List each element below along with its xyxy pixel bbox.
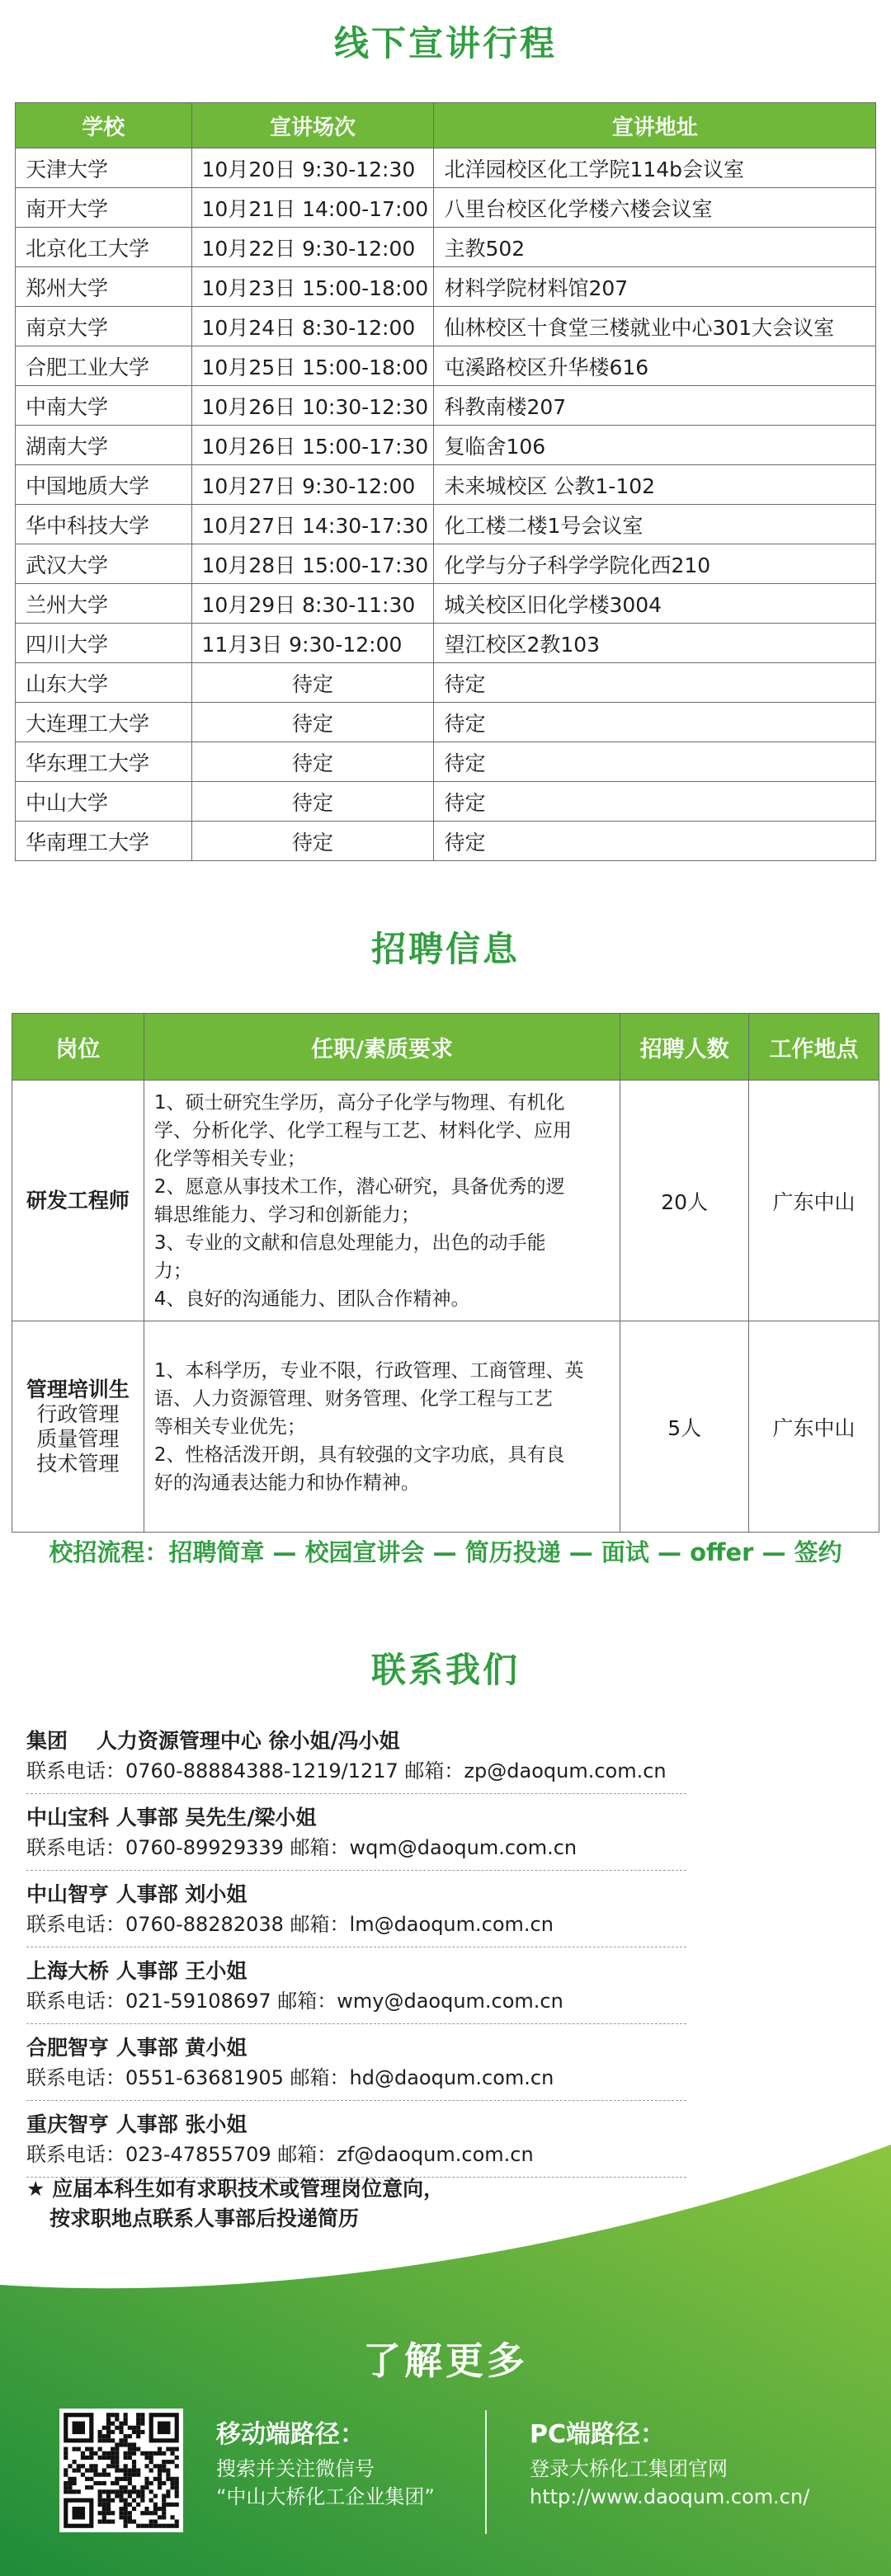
recruit-header-position: 岗位: [12, 1014, 144, 1081]
schedule-address: 主教502: [434, 228, 876, 267]
count-cell: 20人: [620, 1081, 749, 1321]
schedule-row: [16, 307, 876, 346]
schedule-header-row: [16, 103, 876, 148]
mobile-path-heading: 移动端路径：: [216, 2420, 365, 2449]
recruit-header-count: 招聘人数: [620, 1014, 749, 1081]
requirements-cell: [144, 1321, 620, 1533]
schedule-address: 仙林校区十食堂三楼就业中心301大会议室: [434, 307, 876, 346]
location-cell: 广东中山: [749, 1321, 879, 1533]
mobile-path-line: “中山大桥化工企业集团”: [216, 2485, 435, 2508]
mobile-path: [216, 2414, 435, 2511]
schedule-session: 待定: [191, 742, 434, 782]
position-name: 研发工程师: [26, 1188, 130, 1213]
schedule-school: 中国地质大学: [16, 465, 192, 505]
schedule-body: [16, 148, 876, 861]
schedule-address: 望江校区2教103: [434, 624, 876, 663]
position-name: 管理培训生: [26, 1377, 130, 1401]
contact-entry: [26, 1722, 686, 1794]
schedule-school: 郑州大学: [16, 267, 192, 307]
schedule-address: 化学与分子科学学院化西210: [434, 544, 876, 584]
footer-divider: [485, 2410, 487, 2534]
contact-name: 中山智亨 人事部 刘小姐: [26, 1882, 248, 1906]
schedule-session: 10月20日 9:30-12:30: [191, 148, 434, 188]
recruit-row: [12, 1081, 879, 1321]
schedule-school: 合肥工业大学: [16, 346, 192, 386]
schedule-school: 南开大学: [16, 188, 192, 228]
position-cell: [12, 1081, 144, 1321]
contact-title: 联系我们: [370, 1650, 520, 1690]
schedule-row: [16, 148, 876, 188]
contact-info: 联系电话：021-59108697 邮箱：wmy@daoqum.com.cn: [26, 1990, 563, 2013]
schedule-address: 北洋园校区化工学院114b会议室: [434, 148, 876, 188]
schedule-address: 材料学院材料馆207: [434, 267, 876, 307]
requirement-line: 语、人力资源管理、财务管理、化学工程与工艺: [153, 1387, 553, 1410]
pc-path-line: 登录大桥化工集团官网: [530, 2457, 728, 2480]
schedule-school: 华南理工大学: [16, 822, 192, 861]
schedule-row: [16, 228, 876, 267]
schedule-row: [16, 584, 876, 624]
schedule-address: 复临舍106: [434, 426, 876, 465]
note-text: [26, 2174, 444, 2234]
location-cell: 广东中山: [749, 1081, 879, 1321]
website-link[interactable]: http://www.daoqum.com.cn/: [530, 2485, 810, 2508]
schedule-school: 山东大学: [16, 663, 192, 703]
schedule-session: 10月24日 8:30-12:00: [191, 307, 434, 346]
schedule-session: 待定: [191, 663, 434, 703]
schedule-table: [15, 102, 876, 861]
requirement-line: 3、专业的文献和信息处理能力，出色的动手能: [153, 1231, 546, 1254]
schedule-school: 大连理工大学: [16, 703, 192, 742]
schedule-header-session: 宣讲场次: [191, 103, 434, 148]
contact-entry: [26, 1799, 686, 1871]
recruit-row: [12, 1321, 879, 1533]
schedule-school: 中南大学: [16, 386, 192, 426]
schedule-address: 化工楼二楼1号会议室: [434, 505, 876, 544]
schedule-session: 待定: [191, 822, 434, 861]
requirement-line: 等相关专业优先；: [153, 1415, 306, 1438]
position-cell: [12, 1321, 144, 1533]
schedule-row: [16, 544, 876, 584]
note-line: ★ 应届本科生如有求职技术或管理岗位意向，: [26, 2177, 445, 2201]
schedule-address: 屯溪路校区升华楼616: [434, 346, 876, 386]
schedule-session: 10月26日 10:30-12:30: [191, 386, 434, 426]
schedule-address: 待定: [434, 742, 876, 782]
schedule-address: 未来城校区 公教1-102: [434, 465, 876, 505]
footer-title: 了解更多: [363, 2338, 528, 2383]
requirement-line: 辑思维能力、学习和创新能力；: [153, 1203, 420, 1226]
schedule-school: 天津大学: [16, 148, 192, 188]
contact-name: 合肥智亨 人事部 黄小姐: [26, 2036, 248, 2060]
pc-path: [530, 2414, 809, 2511]
schedule-row: [16, 267, 876, 307]
schedule-school: 武汉大学: [16, 544, 192, 584]
contact-name: 中山宝科 人事部 吴先生/梁小姐: [26, 1806, 317, 1830]
schedule-school: 华中科技大学: [16, 505, 192, 544]
schedule-row: [16, 703, 876, 742]
contact-info: 联系电话：0760-88884388-1219/1217 邮箱：zp@daoqum.com.cn: [26, 1759, 667, 1782]
schedule-session: 10月21日 14:00-17:00: [191, 188, 434, 228]
recruit-header-requirements: 任职/素质要求: [144, 1014, 620, 1081]
schedule-row: [16, 742, 876, 782]
contact-info: 联系电话：0760-88282038 邮箱：lm@daoqum.com.cn: [26, 1913, 554, 1936]
contact-name: 重庆智亨 人事部 张小姐: [26, 2112, 248, 2136]
schedule-address: 待定: [434, 782, 876, 822]
schedule-school: 南京大学: [16, 307, 192, 346]
schedule-school: 中山大学: [16, 782, 192, 822]
schedule-session: 10月23日 15:00-18:00: [191, 267, 434, 307]
position-sub: 行政管理: [36, 1401, 120, 1426]
contact-info: 联系电话：0551-63681905 邮箱：hd@daoqum.com.cn: [26, 2066, 554, 2089]
schedule-row: [16, 465, 876, 505]
schedule-row: [16, 188, 876, 228]
schedule-session: 待定: [191, 782, 434, 822]
contact-entry: [26, 2029, 686, 2101]
recruit-process: 校招流程：招聘简章 — 校园宣讲会 — 简历投递 — 面试 — offer — 签约: [49, 1538, 842, 1566]
schedule-address: 待定: [434, 663, 876, 703]
schedule-session: 11月3日 9:30-12:00: [191, 624, 434, 663]
schedule-address: 八里台校区化学楼六楼会议室: [434, 188, 876, 228]
requirement-line: 化学等相关专业；: [153, 1147, 306, 1170]
contact-name: 集团 人力资源管理中心 徐小姐/冯小姐: [26, 1729, 400, 1753]
qr-code-icon: [59, 2409, 183, 2532]
schedule-school: 兰州大学: [16, 584, 192, 624]
schedule-title: 线下宣讲行程: [333, 23, 557, 64]
recruit-header-row: [12, 1014, 879, 1081]
contact-info: 联系电话：0760-89929339 邮箱：wqm@daoqum.com.cn: [26, 1836, 578, 1859]
schedule-header-address: 宣讲地址: [434, 103, 876, 148]
recruit-header-location: 工作地点: [749, 1014, 879, 1081]
requirement-line: 2、性格活泼开朗，具有较强的文字功底，具有良: [153, 1443, 565, 1466]
schedule-address: 待定: [434, 703, 876, 742]
schedule-session: 待定: [191, 703, 434, 742]
recruit-table: [12, 1013, 879, 1533]
schedule-session: 10月28日 15:00-17:30: [191, 544, 434, 584]
schedule-row: [16, 663, 876, 703]
schedule-session: 10月27日 9:30-12:00: [191, 465, 434, 505]
requirement-line: 好的沟通表达能力和协作精神。: [153, 1472, 420, 1494]
schedule-row: [16, 346, 876, 386]
requirement-line: 力；: [153, 1260, 192, 1282]
requirements-cell: [144, 1081, 620, 1321]
mobile-path-line: 搜索并关注微信号: [216, 2457, 375, 2480]
schedule-session: 10月27日 14:30-17:30: [191, 505, 434, 544]
schedule-row: [16, 505, 876, 544]
contact-name: 上海大桥 人事部 王小姐: [26, 1959, 248, 1983]
schedule-address: 待定: [434, 822, 876, 861]
schedule-row: [16, 624, 876, 663]
contact-entry: [26, 1952, 686, 2024]
count-cell: 5人: [620, 1321, 749, 1533]
schedule-row: [16, 782, 876, 822]
schedule-session: 10月26日 15:00-17:30: [191, 426, 434, 465]
requirement-line: 2、愿意从事技术工作，潜心研究，具备优秀的逻: [153, 1175, 565, 1198]
schedule-school: 四川大学: [16, 624, 192, 663]
note-line: 按求职地点联系人事部后投递简历: [50, 2206, 360, 2230]
schedule-session: 10月25日 15:00-18:00: [191, 346, 434, 386]
schedule-school: 华东理工大学: [16, 742, 192, 782]
contact-entry: [26, 1876, 686, 1947]
recruit-title: 招聘信息: [370, 929, 520, 969]
requirement-line: 1、硕士研究生学历，高分子化学与物理、有机化: [153, 1091, 565, 1114]
schedule-row: [16, 386, 876, 426]
contact-info: 联系电话：023-47855709 邮箱：zf@daoqum.com.cn: [26, 2143, 534, 2166]
schedule-row: [16, 822, 876, 861]
requirement-line: 1、本科学历，专业不限，行政管理、工商管理、英: [153, 1359, 584, 1382]
position-sub: 技术管理: [36, 1451, 120, 1476]
position-sub: 质量管理: [36, 1426, 120, 1451]
schedule-address: 科教南楼207: [434, 386, 876, 426]
requirement-line: 学、分析化学、化学工程与工艺、材料化学、应用: [153, 1119, 572, 1142]
schedule-address: 城关校区旧化学楼3004: [434, 584, 876, 624]
schedule-session: 10月29日 8:30-11:30: [191, 584, 434, 624]
schedule-header-school: 学校: [16, 103, 192, 148]
schedule-session: 10月22日 9:30-12:00: [191, 228, 434, 267]
schedule-school: 北京化工大学: [16, 228, 192, 267]
pc-path-heading: PC端路径：: [530, 2420, 666, 2449]
requirement-line: 4、良好的沟通能力、团队合作精神。: [153, 1288, 470, 1310]
schedule-school: 湖南大学: [16, 426, 192, 465]
schedule-row: [16, 426, 876, 465]
